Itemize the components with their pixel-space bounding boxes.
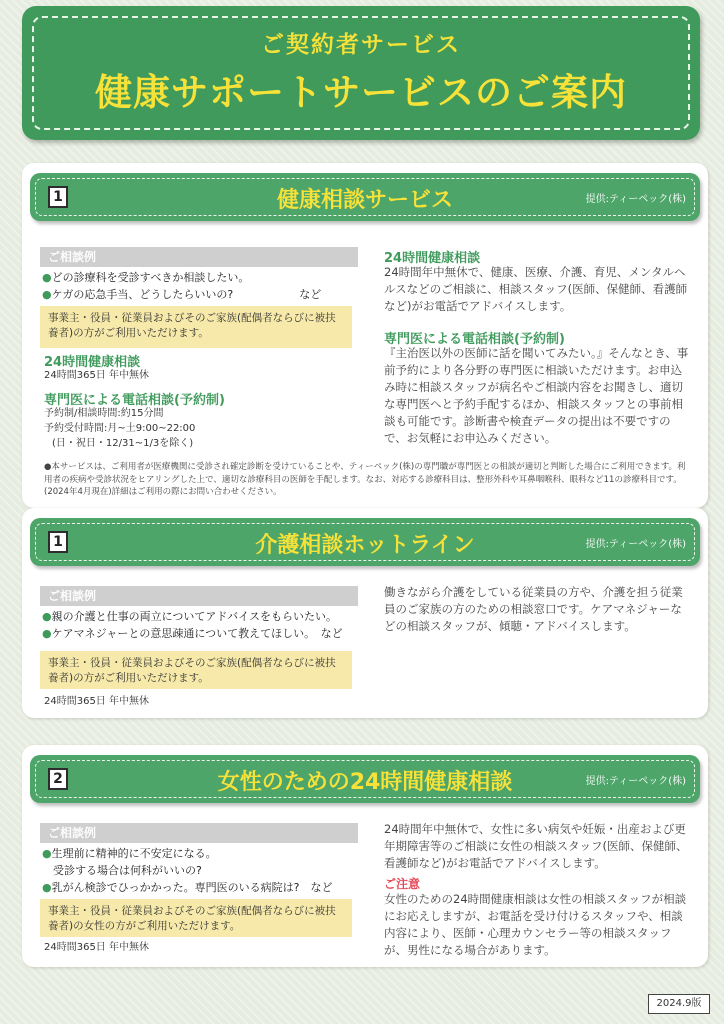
right-hours-text: 24時間年中無休で、健康、医療、介護、育児、メンタルヘルスなどのご相談に、相談スタッフ(医師、保健師、看護師など)がお電話でアドバイスします。: [384, 265, 688, 313]
examples-list: [42, 269, 362, 303]
section-header: [30, 518, 700, 566]
hours-title: 24時間健康相談: [44, 355, 141, 370]
section-care-hotline: [22, 508, 708, 718]
right-text: 働きながら介護をしている従業員の方や、介護を担う従業員のご家族の方のための相談窓口です。ケアマネジャーなどの相談スタッフが、傾聴・アドバイスします。: [384, 585, 683, 633]
examples-list: [42, 845, 372, 896]
section-health-consultation: [22, 163, 708, 508]
specialist-line: (日・祝日・12/31~1/3を除く): [52, 438, 194, 449]
provider-label: 提供:ティーペック(株): [585, 194, 686, 205]
right-text: 24時間年中無休で、女性に多い病気や妊娠・出産および更年期障害等のご相談に女性の相談スタッフ(医師、保健師、看護師など)がお電話でアドバイスします。: [384, 822, 688, 870]
examples-label: ご相談例: [40, 823, 358, 843]
section-number: 1: [48, 186, 68, 208]
banner-subtitle: ご契約者サービス: [261, 32, 461, 58]
list-item: ●生理前に精神的に不安定になる。: [42, 847, 217, 860]
list-item: ●ケガの応急手当、どうしたらいいの? など: [42, 288, 322, 301]
examples-label: ご相談例: [40, 586, 358, 606]
hours-text: 24時間365日 年中無休: [44, 370, 149, 381]
caution-text: 女性のための24時間健康相談は女性の相談スタッフが相談にお応えしますが、お電話を受け付けるスタッフや、相談内容により、医師・心理カウンセラー等の相談スタッフが、男性になる場合があります。: [384, 892, 687, 957]
section-title: 介護相談ホットライン: [255, 533, 475, 558]
page-title: 健康サポートサービスのご案内: [95, 71, 627, 114]
hours-text: 24時間365日 年中無休: [44, 942, 149, 953]
list-item: 受診する場合は何科がいいの?: [53, 864, 202, 877]
eligibility-note: 事業主・役員・従業員およびそのご家族(配偶者ならびに被扶養者)の方がご利用いただけます。: [40, 651, 352, 689]
right-specialist-title: 専門医による電話相談(予約制): [384, 332, 565, 347]
right-hours-title: 24時間健康相談: [384, 251, 481, 266]
eligibility-note: 事業主・役員・従業員およびそのご家族(配偶者ならびに被扶養者)の女性の方がご利用いただけます。: [40, 899, 352, 937]
specialist-line: 予約受付時間:月~土9:00~22:00: [44, 423, 196, 434]
examples-label: ご相談例: [40, 247, 358, 267]
section-number: 2: [48, 768, 68, 790]
section-number: 1: [48, 531, 68, 553]
list-item: ●どの診療科を受診すべきか相談したい。: [42, 271, 250, 284]
specialist-title: 専門医による電話相談(予約制): [44, 393, 225, 408]
footnote: ●本サービスは、ご利用者が医療機関に受診され確定診断を受けていることや、ティーペック(株)の専門職が専門医との相談が適切と判断した場合にご利用できます。利用者の疾病や受診状況をヒアリングした上で、適切な診療科目の医師を手配します。なお、対応する診療科目は、整形外科や耳鼻咽喉科、眼科など11の診療科目です。(2024年4月現在)詳細はご利用の際にお問い合わせください。: [44, 462, 686, 497]
section-header: [30, 173, 700, 221]
examples-list: [42, 608, 372, 642]
header-banner: [22, 6, 700, 140]
section-title: 健康相談サービス: [276, 188, 453, 213]
provider-label: 提供:ティーペック(株): [585, 539, 686, 550]
section-women-health: [22, 745, 708, 967]
list-item: ●親の介護と仕事の両立についてアドバイスをもらいたい。: [42, 610, 338, 623]
hours-text: 24時間365日 年中無休: [44, 696, 149, 707]
section-header: [30, 755, 700, 803]
section-title: 女性のための24時間健康相談: [217, 770, 513, 795]
provider-label: 提供:ティーペック(株): [585, 776, 686, 787]
eligibility-note: 事業主・役員・従業員およびそのご家族(配偶者ならびに被扶養者)の方がご利用いただけます。: [40, 306, 352, 348]
specialist-line: 予約制/相談時間:約15分間: [44, 408, 164, 419]
right-specialist-text: 『主治医以外の医師に話を聞いてみたい。』そんなとき、事前予約により各分野の専門医に相談いただけます。お申込み時に相談スタッフが病名やご相談内容をお聞きし、適切な専門医へと予約手配するほか、相談スタッフとの事前相談も可能です。診断書や検査データの提出は不要ですので、お気軽にお申込みください。: [384, 346, 689, 445]
list-item: ●ケアマネジャーとの意思疎通について教えてほしい。 など: [42, 627, 343, 640]
caution-title: ご注意: [384, 877, 421, 891]
list-item: ●乳がん検診でひっかかった。専門医のいる病院は? など: [42, 881, 333, 894]
version-label: 2024.9版: [648, 994, 710, 1014]
